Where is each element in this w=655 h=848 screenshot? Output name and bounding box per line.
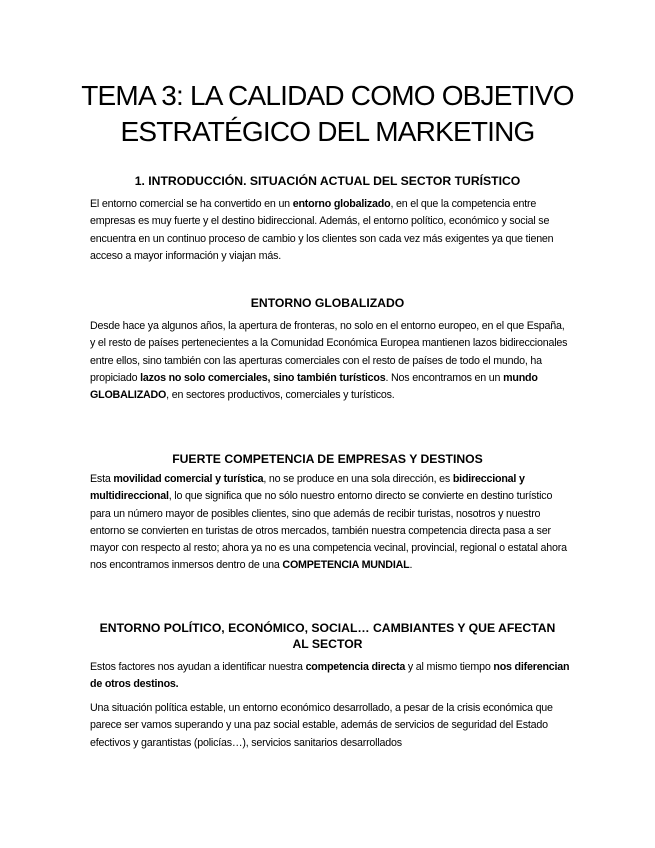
heading-line-2: AL SECTOR bbox=[292, 637, 363, 651]
section-heading-introduccion: 1. INTRODUCCIÓN. SITUACIÓN ACTUAL DEL SECTOR TURÍSTICO bbox=[134, 174, 521, 188]
document-title bbox=[40, 78, 615, 150]
section-heading-entorno-globalizado: ENTORNO GLOBALIZADO bbox=[250, 296, 405, 310]
section-heading-entorno-politico bbox=[90, 620, 565, 652]
title-line-2: ESTRATÉGICO DEL MARKETING bbox=[120, 116, 535, 147]
paragraph-situacion-politica: Una situación política estable, un entorno económico desarrollado, a pesar de la crisis económica que parece ser vamos superando y una paz social estable, además de servicios de seguridad del Estado efectivos y garantistas (policías…), servicios sanitarios desarrollados bbox=[90, 702, 553, 749]
paragraph-introduccion: El entorno comercial se ha convertido en un entorno globalizado, en el que la competencia entre empresas es muy fuerte y el destino bidireccional. Además, el entorno político, económico y social se encuentra en un continuo proceso de cambio y los clientes son cada vez más exigentes ya que tienen acceso a mayor información y viajan más. bbox=[90, 198, 554, 262]
paragraph-entorno-globalizado: Desde hace ya algunos años, la apertura de fronteras, no solo en el entorno europeo, en el que España, y el resto de países pertenecientes a la Comunidad Económica Europea mantienen lazos bidireccionales entre ellos, sino también con las aperturas comerciales con el resto de países de todo el mundo, ha propiciado lazos no solo comerciales, sino también turísticos. Nos encontramos en un mundo GLOBALIZADO, en sectores productivos, comerciales y turísticos. bbox=[90, 320, 568, 402]
heading-line-1: ENTORNO POLÍTICO, ECONÓMICO, SOCIAL… CAMBIANTES Y QUE AFECTAN bbox=[99, 621, 556, 635]
title-line-1: TEMA 3: LA CALIDAD COMO OBJETIVO bbox=[81, 80, 574, 111]
paragraph-fuerte-competencia: Esta movilidad comercial y turística, no se produce en una sola dirección, es bidireccional y multidireccional, lo que significa que no sólo nuestro entorno directo se convierte en destino turístico para un número mayor de posibles clientes, sino que además de recibir turistas, nosotros y nuestro entorno se convierten en turistas de otros mercados, también nuestra competencia directa pasa a ser mayor con respecto al resto; ahora ya no es una competencia vecinal, provincial, regional o estatal ahora nos encontramos inmersos dentro de una COMPETENCIA MUNDIAL. bbox=[90, 473, 567, 572]
section-heading-fuerte-competencia: FUERTE COMPETENCIA DE EMPRESAS Y DESTINOS bbox=[172, 452, 483, 466]
paragraph-factores: Estos factores nos ayudan a identificar nuestra competencia directa y al mismo tiempo nos diferencian de otros destinos. bbox=[90, 661, 570, 691]
